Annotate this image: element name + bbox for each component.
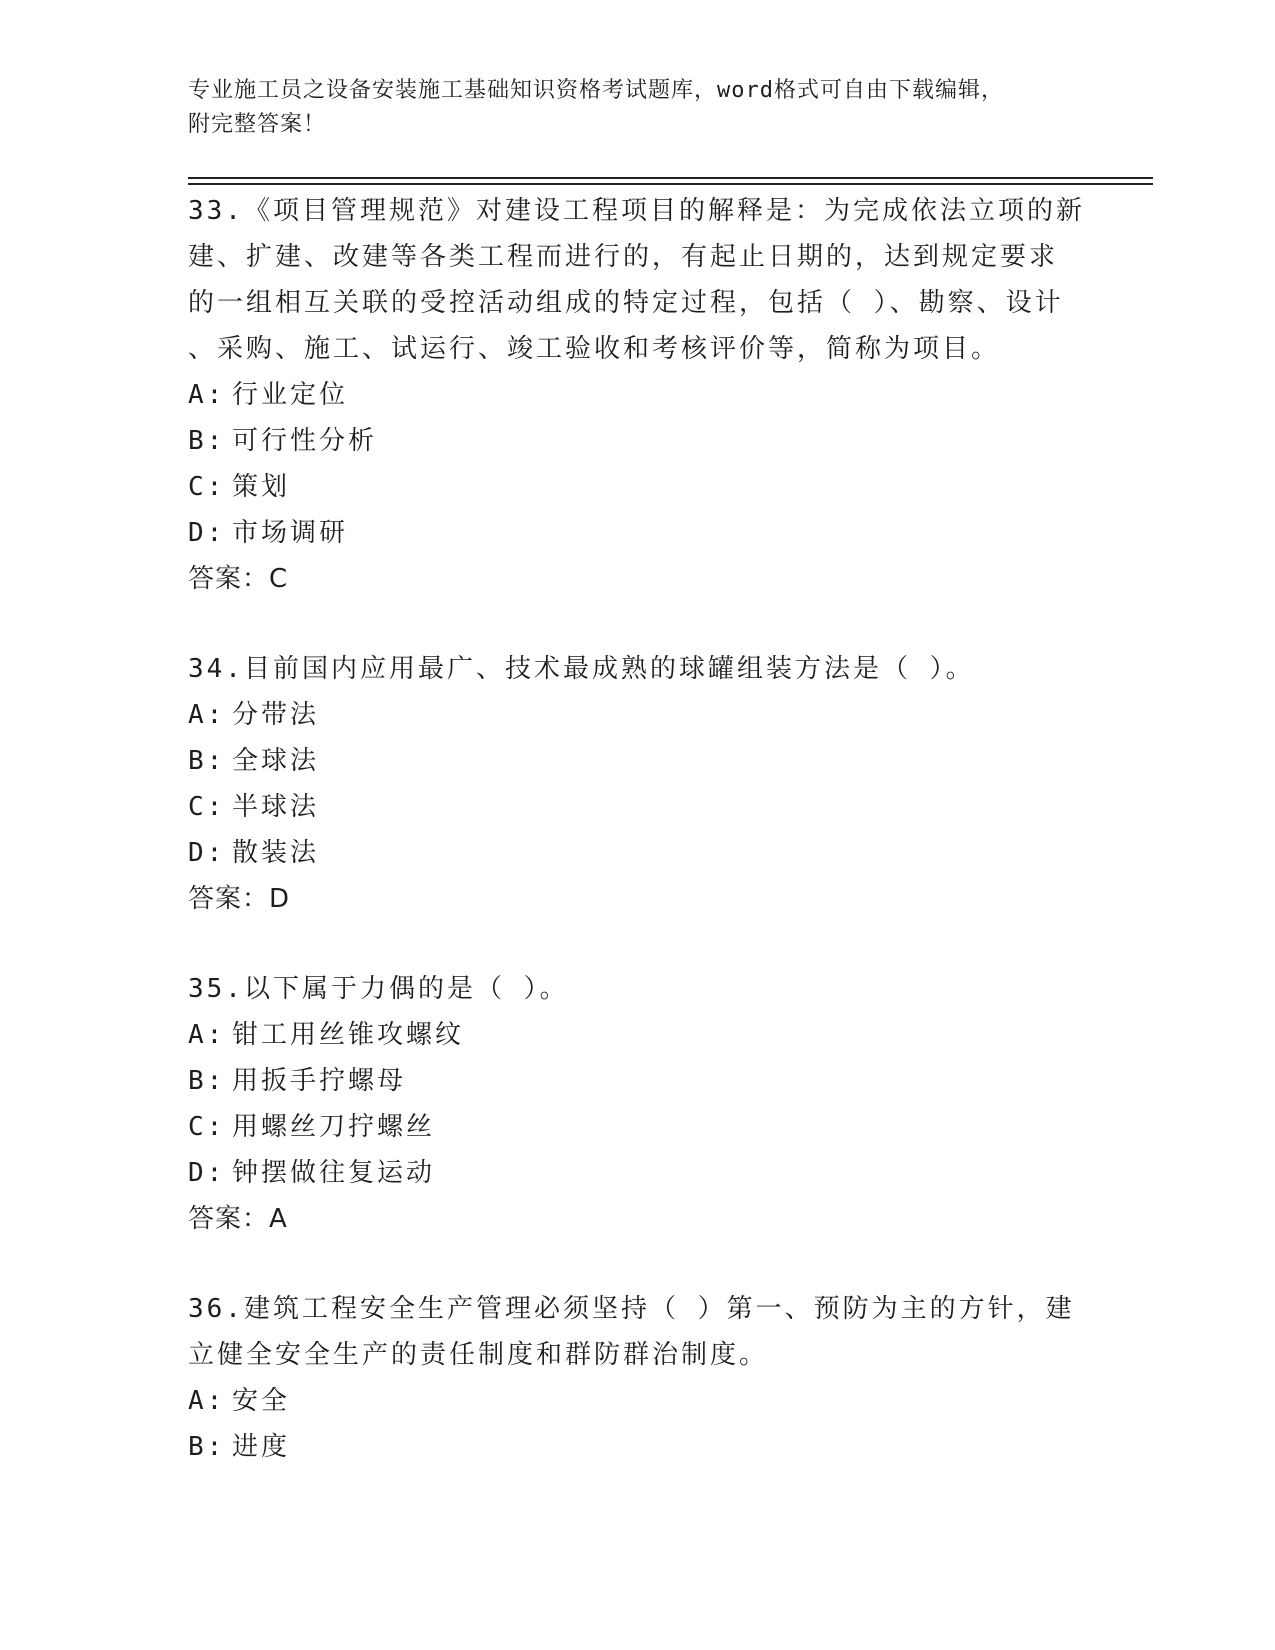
- option-c: C: 策划: [188, 472, 291, 502]
- question-number: 35.: [188, 974, 244, 1004]
- question-line: 36.建筑工程安全生产管理必须坚持（ ）第一、预防为主的方针，建: [188, 1294, 1075, 1324]
- question-number: 34.: [188, 654, 244, 684]
- option-b: B: 用扳手拧螺母: [188, 1066, 407, 1096]
- option-list: [188, 1378, 1088, 1470]
- document-header: [188, 74, 1068, 142]
- option-d: D: 散装法: [188, 838, 320, 868]
- option-list: [188, 372, 1088, 556]
- option-list: [188, 692, 1088, 876]
- option-c: C: 半球法: [188, 792, 320, 822]
- question-33: [188, 188, 1088, 602]
- option-d: D: 钟摆做往复运动: [188, 1158, 436, 1188]
- header-rule-bottom: [188, 183, 1153, 185]
- option-d: D: 市场调研: [188, 518, 349, 548]
- option-a: A: 分带法: [188, 700, 320, 730]
- question-line: 33.《项目管理规范》对建设工程项目的解释是：为完成依法立项的新: [188, 196, 1085, 226]
- question-34: [188, 646, 1088, 922]
- question-36: [188, 1286, 1088, 1470]
- question-line: 立健全安全生产的责任制度和群防群治制度。: [188, 1340, 769, 1370]
- question-line: 、采购、施工、试运行、竣工验收和考核评价等，简称为项目。: [188, 334, 1001, 364]
- answer: 答案：D: [188, 884, 291, 914]
- question-line: 35.以下属于力偶的是（ ）。: [188, 974, 569, 1004]
- question-35: [188, 966, 1088, 1242]
- option-b: B: 全球法: [188, 746, 320, 776]
- option-a: A: 钳工用丝锥攻螺纹: [188, 1020, 465, 1050]
- header-rule-top: [188, 177, 1153, 179]
- question-number: 36.: [188, 1294, 244, 1324]
- question-line: 的一组相互关联的受控活动组成的特定过程，包括（ ）、勘察、设计: [188, 288, 1064, 318]
- answer: 答案：C: [188, 564, 289, 594]
- option-c: C: 用螺丝刀拧螺丝: [188, 1112, 436, 1142]
- option-list: [188, 1012, 1088, 1196]
- question-text: [188, 966, 1088, 1012]
- option-b: B: 可行性分析: [188, 426, 378, 456]
- question-line: 34.目前国内应用最广、技术最成熟的球罐组装方法是（ ）。: [188, 654, 975, 684]
- answer: 答案：A: [188, 1204, 288, 1234]
- question-text: [188, 1286, 1088, 1378]
- question-line: 建、扩建、改建等各类工程而进行的，有起止日期的，达到规定要求: [188, 242, 1059, 272]
- question-number: 33.: [188, 196, 244, 226]
- option-a: A: 行业定位: [188, 380, 349, 410]
- option-b: B: 进度: [188, 1432, 291, 1462]
- question-list: [188, 188, 1088, 1470]
- question-text: [188, 646, 1088, 692]
- option-a: A: 安全: [188, 1386, 291, 1416]
- question-text: [188, 188, 1088, 372]
- header-line-2: 附完整答案！: [188, 112, 327, 137]
- header-line-1: 专业施工员之设备安装施工基础知识资格考试题库，word格式可自由下载编辑，: [188, 78, 1004, 103]
